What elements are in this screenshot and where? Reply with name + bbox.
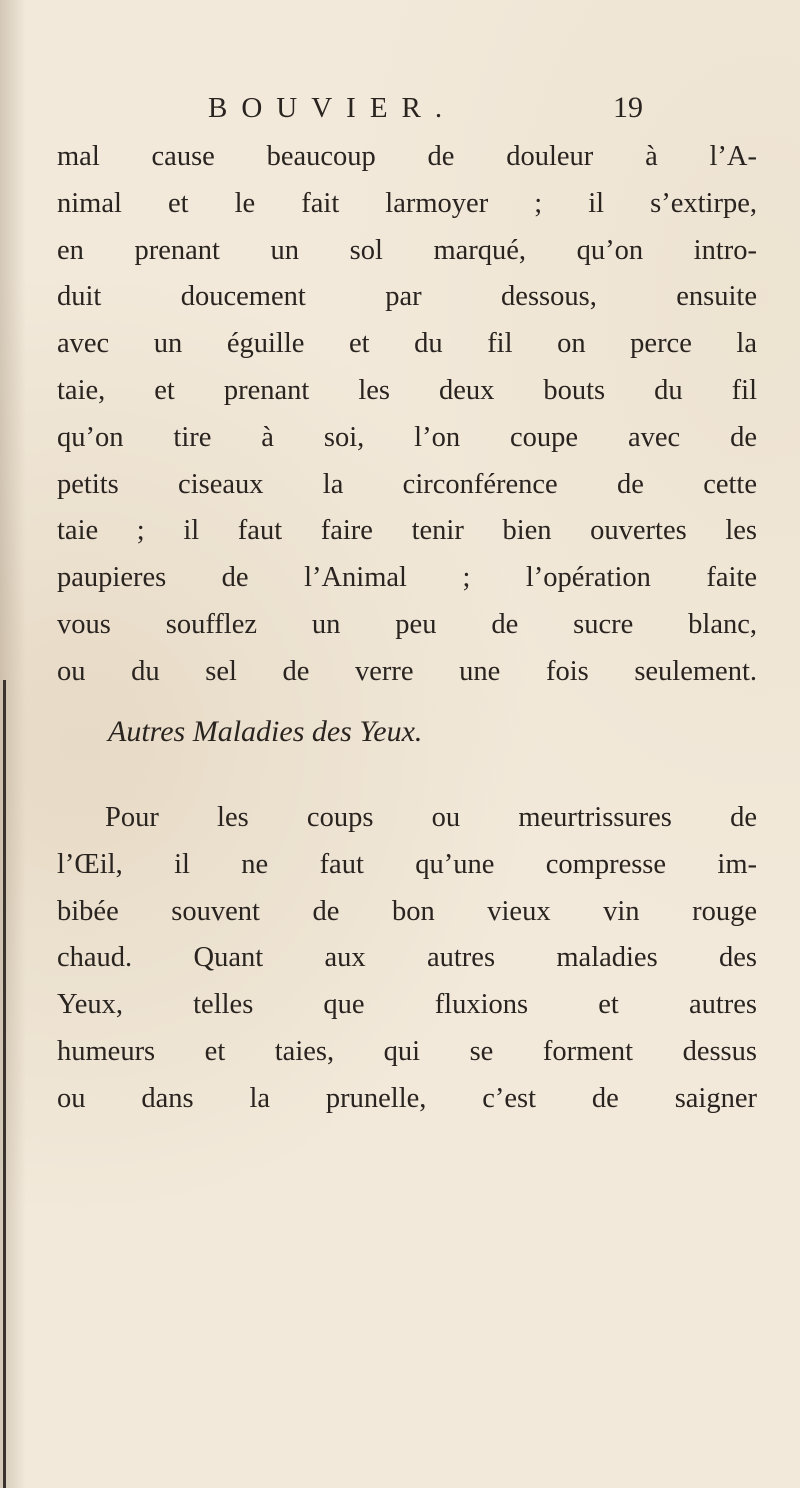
text-line: ou du sel de verre une fois seulement. (57, 655, 757, 687)
text-line: petits ciseaux la circonférence de cette (57, 468, 757, 500)
text-line: ou dans la prunelle, c’est de saigner (57, 1082, 757, 1114)
text-line: vous soufflez un peu de sucre blanc, (57, 608, 757, 640)
text-line: duit doucement par dessous, ensuite (57, 281, 757, 313)
page-header (208, 88, 668, 132)
text-line: qu’on tire à soi, l’on coupe avec de (57, 421, 757, 453)
running-title: BOUVIER. (208, 92, 457, 124)
text-line: Pour les coups ou meurtrissures de (105, 802, 757, 833)
text-line: paupieres de l’Animal ; l’opération faite (57, 562, 757, 594)
text-line: en prenant un sol marqué, qu’on intro- (57, 234, 757, 266)
text-line: bibée souvent de bon vieux vin rouge (57, 895, 757, 927)
text-line: taie, et prenant les deux bouts du fil (57, 374, 757, 406)
text-line: humeurs et taies, qui se forment dessus (57, 1035, 757, 1067)
paragraph-2 (57, 795, 757, 1123)
text-line: chaud. Quant aux autres maladies des (57, 942, 757, 974)
paragraph-1 (57, 134, 757, 696)
text-line: avec un éguille et du fil on perce la (57, 328, 757, 360)
page-edge-line (3, 680, 6, 1488)
text-line: taie ; il faut faire tenir bien ouvertes les (57, 515, 757, 547)
text-line: nimal et le fait larmoyer ; il s’extirpe, (57, 187, 757, 219)
page-number: 19 (613, 91, 643, 124)
text-line: mal cause beaucoup de douleur à l’A- (57, 141, 757, 172)
text-line: l’Œil, il ne faut qu’une compresse im- (57, 848, 757, 880)
section-heading: Autres Maladies des Yeux. (108, 715, 423, 748)
text-line: Yeux, telles que fluxions et autres (57, 989, 757, 1021)
